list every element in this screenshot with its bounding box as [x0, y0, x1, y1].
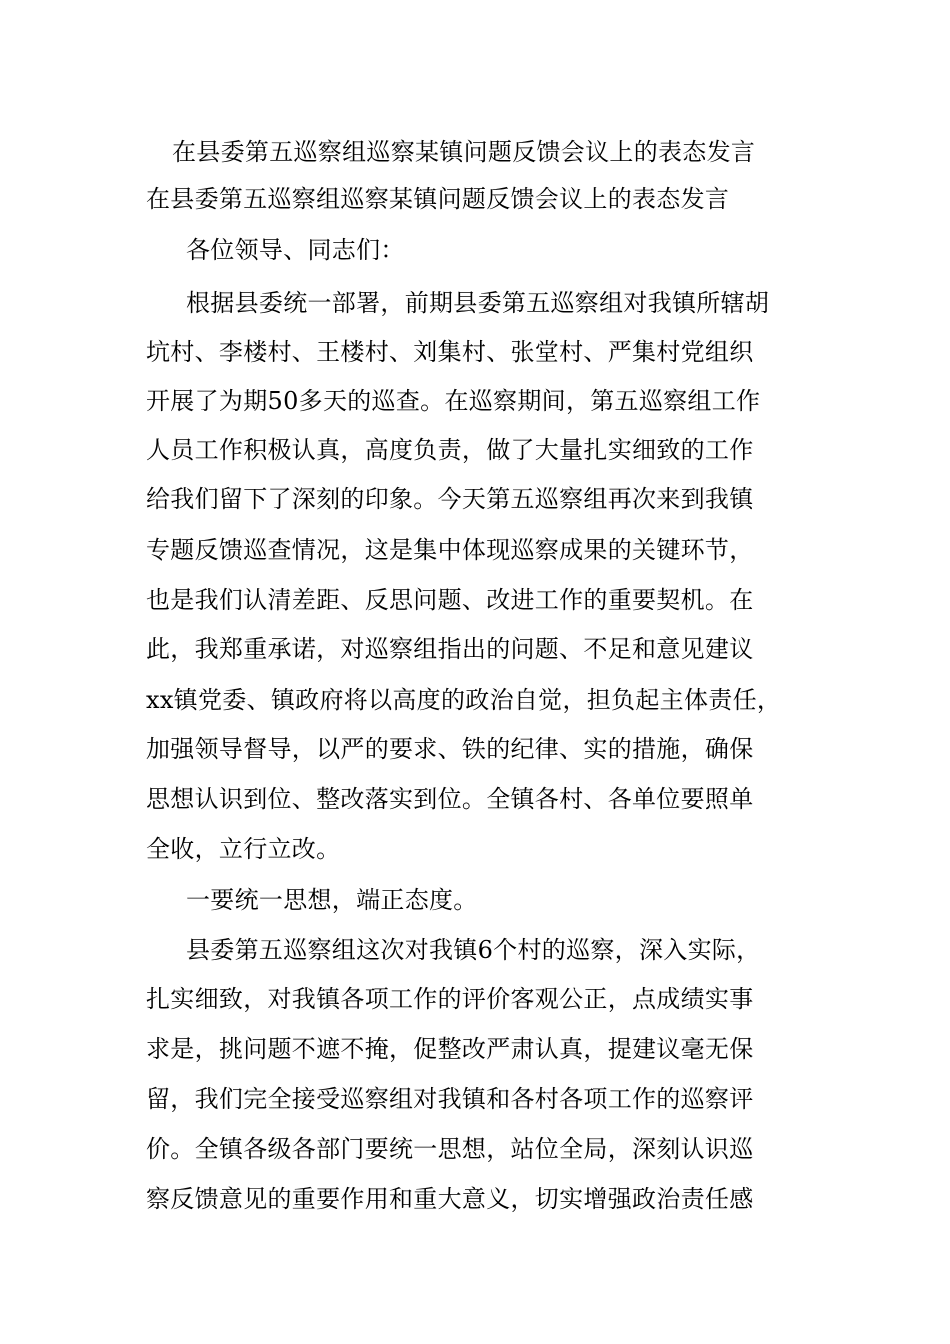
paragraph-line: 人员工作积极认真，高度负责，做了大量扎实细致的工作 — [146, 436, 754, 464]
paragraph-line: 留，我们完全接受巡察组对我镇和各村各项工作的巡察评 — [146, 1085, 754, 1113]
paragraph-line: 坑村、李楼村、王楼村、刘集村、张堂村、严集村党组织 — [146, 338, 754, 366]
paragraph-line: 根据县委统一部署，前期县委第五巡察组对我镇所辖胡 — [186, 289, 770, 317]
section-heading: 一要统一思想，端正态度。 — [186, 886, 478, 914]
paragraph-line: 扎实细致，对我镇各项工作的评价客观公正，点成绩实事 — [146, 985, 754, 1013]
paragraph-line: 求是，挑问题不遮不掩，促整改严肃认真，提建议毫无保 — [146, 1035, 754, 1063]
paragraph-line: 也是我们认清差距、反思问题、改进工作的重要契机。在 — [146, 586, 754, 614]
paragraph-line: 此，我郑重承诺，对巡察组指出的问题、不足和意见建议 — [146, 635, 754, 663]
paragraph-line: 全收，立行立改。 — [146, 835, 341, 863]
paragraph-line: 给我们留下了深刻的印象。今天第五巡察组再次来到我镇 — [146, 485, 754, 513]
paragraph-line: 专题反馈巡查情况，这是集中体现巡察成果的关键环节， — [146, 536, 754, 564]
paragraph-line: 加强领导督导，以严的要求、铁的纪律、实的措施，确保 — [146, 735, 754, 763]
paragraph-line: 开展了为期50多天的巡查。在巡察期间，第五巡察组工作 — [146, 387, 761, 415]
paragraph-line: 县委第五巡察组这次对我镇6个村的巡察，深入实际， — [186, 936, 761, 964]
salutation: 各位领导、同志们： — [186, 236, 405, 264]
paragraph-line: 思想认识到位、整改落实到位。全镇各村、各单位要照单 — [146, 785, 754, 813]
document-subtitle: 在县委第五巡察组巡察某镇问题反馈会议上的表态发言 — [146, 185, 730, 213]
paragraph-line: 察反馈意见的重要作用和重大意义，切实增强政治责任感 — [146, 1185, 754, 1213]
document-title: 在县委第五巡察组巡察某镇问题反馈会议上的表态发言 — [172, 138, 756, 166]
paragraph-line: xx镇党委、镇政府将以高度的政治自觉，担负起主体责任， — [146, 686, 782, 714]
paragraph-line: 价。全镇各级各部门要统一思想，站位全局，深刻认识巡 — [146, 1135, 754, 1163]
